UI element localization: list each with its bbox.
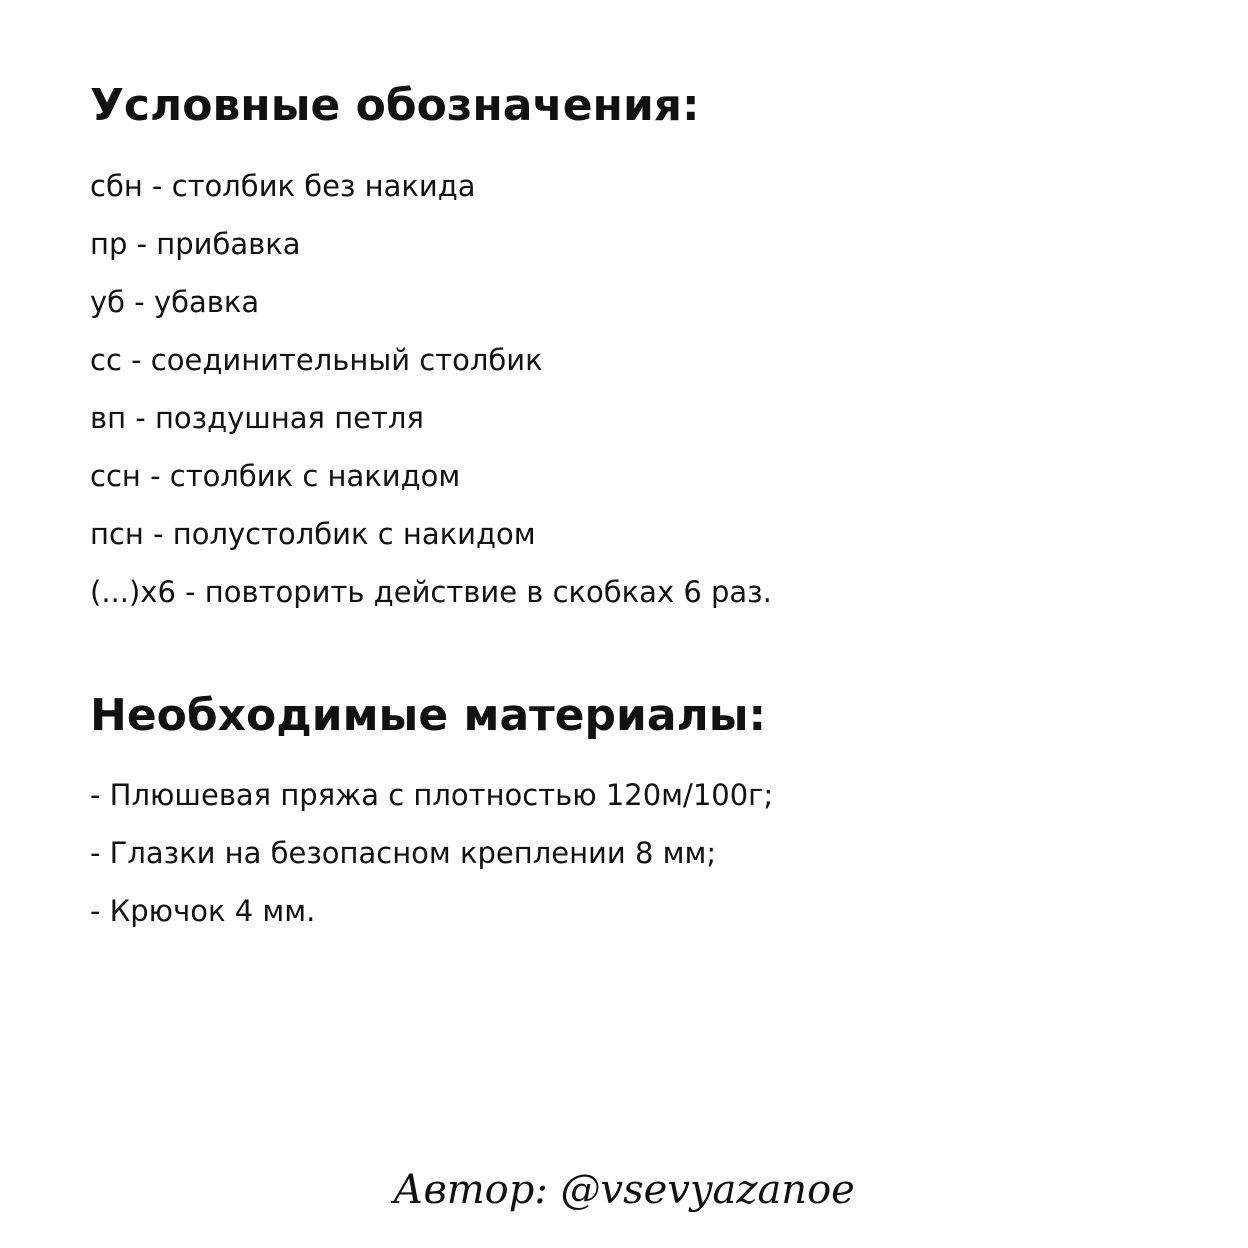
legend-item: сс - соединительный столбик (90, 343, 543, 377)
legend-item: уб - убавка (90, 285, 260, 319)
materials-list (90, 766, 773, 940)
legend-list (90, 157, 772, 621)
material-item: - Плюшевая пряжа с плотностью 120м/100г; (90, 778, 774, 812)
legend-title: Условные обозначения: (90, 80, 700, 131)
legend-item: пр - прибавка (90, 227, 301, 261)
legend-item: ссн - столбик с накидом (90, 459, 461, 493)
materials-title: Необходимые материалы: (90, 690, 767, 741)
material-item: - Крючок 4 мм. (90, 894, 316, 928)
legend-item: (...)x6 - повторить действие в скобках 6 раз. (90, 575, 772, 609)
legend-item: сбн - столбик без накида (90, 169, 476, 203)
author-credit: Автор: @vsevyazanoe (393, 1167, 855, 1213)
material-item: - Глазки на безопасном креплении 8 мм; (90, 836, 717, 870)
legend-item: псн - полустолбик с накидом (90, 517, 536, 551)
legend-item: вп - поздушная петля (90, 401, 424, 435)
